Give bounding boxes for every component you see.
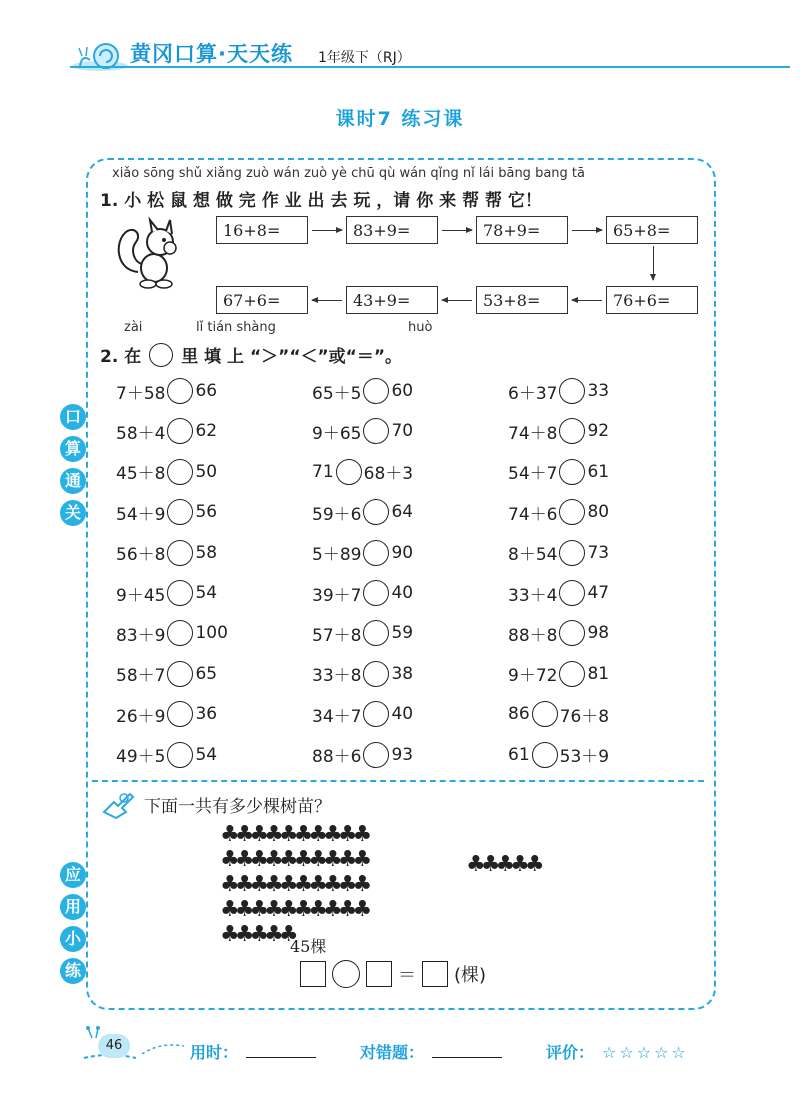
answer-circle[interactable]	[167, 742, 193, 768]
down-arrow-icon	[653, 246, 654, 280]
comparison-item	[116, 578, 217, 608]
side-badge-yong: 用	[60, 894, 86, 920]
comparison-left: 5＋89	[312, 545, 362, 566]
header-rule	[70, 66, 790, 68]
comparison-left: 59＋6	[312, 504, 362, 525]
answer-circle[interactable]	[363, 418, 389, 444]
comparison-left: 74＋6	[508, 504, 558, 525]
comparison-right: 54	[195, 744, 218, 765]
answer-circle[interactable]	[559, 661, 585, 687]
answer-circle[interactable]	[167, 661, 193, 687]
answer-circle[interactable]	[559, 620, 585, 646]
comparison-right: 54	[195, 583, 218, 603]
comparison-right: 60	[391, 381, 414, 401]
answer-circle[interactable]	[363, 540, 389, 566]
comparison-left: 88＋6	[312, 747, 362, 768]
answer-circle[interactable]	[559, 540, 585, 566]
answer-box-result[interactable]	[422, 961, 448, 987]
comparison-right: 66	[195, 381, 218, 401]
comparison-item	[312, 659, 413, 689]
comparison-right: 50	[195, 461, 218, 482]
comparison-right: 33	[587, 381, 610, 401]
flow-box-6[interactable]: 53+8=	[476, 286, 568, 314]
q2-title-b: 里 填 上 “＞”“＜”或“＝”。	[181, 347, 403, 367]
answer-circle[interactable]	[167, 378, 193, 404]
answer-circle[interactable]	[559, 580, 585, 606]
flow-box-1[interactable]: 16+8=	[216, 216, 308, 244]
comparison-left: 61	[508, 744, 530, 765]
right-arrow-icon	[442, 230, 472, 231]
comparison-left: 39＋7	[312, 585, 362, 606]
q1-title: 1. 小 松 鼠 想 做 完 作 业 出 去 玩 ，请 你 来 帮 帮 它！	[100, 191, 542, 211]
comparison-item	[508, 538, 609, 568]
comparison-left: 88＋8	[508, 625, 558, 646]
operator-circle[interactable]	[332, 960, 360, 988]
app-question: 下面一共有多少棵树苗？	[144, 797, 331, 817]
answer-circle[interactable]	[167, 499, 193, 525]
comparison-item	[508, 659, 609, 689]
side-badge-guan: 关	[60, 500, 86, 526]
comparison-left: 56＋8	[116, 545, 166, 566]
comparison-left: 58＋4	[116, 423, 166, 444]
flow-box-3[interactable]: 78+9=	[476, 216, 568, 244]
right-arrow-icon	[572, 230, 602, 231]
answer-circle[interactable]	[363, 661, 389, 687]
comparison-item	[508, 376, 609, 406]
q2-pinyin-zai: zài	[124, 320, 143, 335]
comparison-item	[116, 497, 217, 527]
comparison-right: 64	[391, 502, 414, 523]
tree-row: ♣♣♣♣♣♣♣♣♣♣	[220, 847, 368, 872]
comparison-right: 93	[391, 744, 414, 765]
comparison-left: 65＋5	[312, 383, 362, 404]
answer-circle[interactable]	[363, 499, 389, 525]
answer-circle[interactable]	[532, 701, 558, 727]
comparison-left: 54＋9	[116, 504, 166, 525]
comparison-right: 38	[391, 663, 414, 684]
comparison-right: 65	[195, 663, 218, 684]
tree-row: ♣♣♣♣♣♣♣♣♣♣	[220, 897, 368, 922]
comparison-item	[312, 740, 413, 770]
brand-title: 黄冈口算·天天练	[130, 42, 293, 66]
comparison-right: 53＋9	[559, 747, 610, 768]
side-badge-kou: 口	[60, 404, 86, 430]
dashed-trail-icon	[140, 1040, 186, 1056]
comparison-left: 9＋72	[508, 666, 558, 687]
comparison-item	[116, 618, 228, 648]
comparison-item	[312, 699, 413, 729]
answer-circle[interactable]	[363, 378, 389, 404]
left-arrow-icon	[312, 300, 342, 301]
tree-row: ♣♣♣♣♣♣♣♣♣♣	[220, 872, 368, 897]
comparison-right: 100	[195, 623, 228, 644]
comparison-item	[312, 416, 413, 446]
equals-sign: ＝	[398, 965, 416, 986]
answer-circle[interactable]	[363, 701, 389, 727]
comparison-item	[312, 618, 413, 648]
comparison-left: 74＋8	[508, 423, 558, 444]
comparison-right: 80	[587, 502, 610, 523]
comparison-right: 98	[587, 623, 610, 644]
comparison-right: 70	[391, 421, 414, 442]
errors-label: 对错题：	[360, 1043, 425, 1062]
comparison-right: 61	[587, 461, 610, 482]
comparison-item	[508, 457, 609, 487]
comparison-right: 36	[195, 704, 218, 725]
answer-circle[interactable]	[167, 418, 193, 444]
comparison-item	[116, 740, 217, 770]
comparison-right: 40	[391, 704, 414, 725]
flow-box-5[interactable]: 76+6=	[606, 286, 698, 314]
left-arrow-icon	[572, 300, 602, 301]
comparison-left: 9＋65	[312, 423, 362, 444]
tree-row: ♣♣♣♣♣	[220, 922, 294, 947]
comparison-left: 33＋4	[508, 585, 558, 606]
circle-icon	[149, 343, 173, 367]
comparison-right: 92	[587, 421, 610, 442]
comparison-left: 45＋8	[116, 464, 166, 485]
comparison-left: 86	[508, 704, 530, 725]
comparison-right: 73	[587, 542, 610, 563]
q2-title	[100, 342, 402, 367]
answer-circle[interactable]	[167, 540, 193, 566]
answer-circle[interactable]	[167, 620, 193, 646]
tree-group-right	[466, 852, 540, 877]
comparison-left: 83＋9	[116, 625, 166, 646]
q2-title-a: 2. 在	[100, 347, 142, 367]
comparison-item	[508, 497, 609, 527]
right-arrow-icon	[312, 230, 342, 231]
comparison-item	[508, 699, 609, 729]
comparison-item	[116, 376, 217, 406]
comparison-item	[508, 578, 609, 608]
answer-circle[interactable]	[363, 620, 389, 646]
comparison-right: 68＋3	[363, 464, 414, 485]
comparison-left: 9＋45	[116, 585, 166, 606]
answer-box-1[interactable]	[300, 961, 326, 987]
answer-circle[interactable]	[559, 459, 585, 485]
answer-circle[interactable]	[167, 580, 193, 606]
flow-box-4[interactable]: 65+8=	[606, 216, 698, 244]
side-badge-tong: 通	[60, 468, 86, 494]
comparison-left: 54＋7	[508, 464, 558, 485]
q2-pinyin-huo: huò	[408, 320, 433, 335]
rating-label: 评价：	[546, 1043, 595, 1062]
comparison-item	[116, 416, 217, 446]
comparison-left: 6＋37	[508, 383, 558, 404]
answer-circle[interactable]	[363, 580, 389, 606]
comparison-item	[116, 699, 217, 729]
errors-blank[interactable]	[432, 1043, 502, 1058]
comparison-right: 56	[195, 502, 218, 523]
comparison-right: 90	[391, 542, 414, 563]
comparison-left: 57＋8	[312, 625, 362, 646]
comparison-right: 76＋8	[559, 706, 610, 727]
tree-row: ♣♣♣♣♣	[466, 852, 540, 877]
comparison-left: 49＋5	[116, 747, 166, 768]
section-divider	[92, 780, 704, 782]
q2-pinyin-li: lǐ tián shàng	[196, 320, 276, 335]
squirrel-icon	[112, 212, 184, 290]
q1-pinyin: xiǎo sōng shǔ xiǎng zuò wán zuò yè chū qù wán qǐng nǐ lái bāng bang tā	[112, 166, 585, 181]
grade-label: 1年级下（RJ）	[318, 50, 411, 66]
comparison-item	[116, 659, 217, 689]
flow-box-8[interactable]: 67+6=	[216, 286, 308, 314]
flow-box-7[interactable]: 43+9=	[346, 286, 438, 314]
footer-bar	[190, 1040, 689, 1063]
comparison-item	[312, 538, 413, 568]
comparison-right: 62	[195, 421, 218, 442]
answer-circle[interactable]	[363, 742, 389, 768]
side-badge-ying: 应	[60, 862, 86, 888]
side-badge-xiao: 小	[60, 926, 86, 952]
pointing-hand-icon	[100, 790, 136, 820]
comparison-left: 58＋7	[116, 666, 166, 687]
side-badge-suan: 算	[60, 436, 86, 462]
answer-circle[interactable]	[559, 499, 585, 525]
comparison-right: 40	[391, 583, 414, 603]
comparison-left: 7＋58	[116, 383, 166, 404]
answer-box-2[interactable]	[366, 961, 392, 987]
comparison-item	[312, 376, 413, 406]
unit-label: (棵)	[454, 965, 487, 986]
comparison-item	[508, 740, 609, 770]
comparison-right: 81	[587, 663, 610, 684]
tree-row: ♣♣♣♣♣♣♣♣♣♣	[220, 822, 368, 847]
comparison-item	[116, 457, 217, 487]
lesson-title: 课时7 练习课	[335, 108, 465, 130]
comparison-item	[508, 618, 609, 648]
left-arrow-icon	[442, 300, 472, 301]
comparison-right: 58	[195, 542, 218, 563]
comparison-item	[312, 497, 413, 527]
rating-stars[interactable]: ☆☆☆☆☆	[602, 1043, 689, 1062]
answer-circle[interactable]	[559, 378, 585, 404]
tree-group-left	[220, 822, 367, 947]
comparison-item	[312, 578, 413, 608]
comparison-left: 8＋54	[508, 545, 558, 566]
answer-circle[interactable]	[532, 742, 558, 768]
comparison-left: 71	[312, 461, 334, 482]
page-number: 46	[98, 1034, 130, 1058]
time-blank[interactable]	[246, 1043, 316, 1058]
side-badge-lian: 练	[60, 958, 86, 984]
answer-circle[interactable]	[559, 418, 585, 444]
equation-row	[300, 960, 486, 988]
answer-circle[interactable]	[167, 459, 193, 485]
time-label: 用时：	[190, 1043, 239, 1062]
flow-box-2[interactable]: 83+9=	[346, 216, 438, 244]
comparison-left: 34＋7	[312, 706, 362, 727]
comparison-item	[508, 416, 609, 446]
comparison-left: 33＋8	[312, 666, 362, 687]
answer-circle[interactable]	[167, 701, 193, 727]
comparison-right: 47	[587, 583, 610, 603]
comparison-left: 26＋9	[116, 706, 166, 727]
answer-circle[interactable]	[336, 459, 362, 485]
comparison-item	[116, 538, 217, 568]
comparison-item	[312, 457, 413, 487]
comparison-right: 59	[391, 623, 414, 644]
count-label: 45棵	[290, 937, 327, 956]
